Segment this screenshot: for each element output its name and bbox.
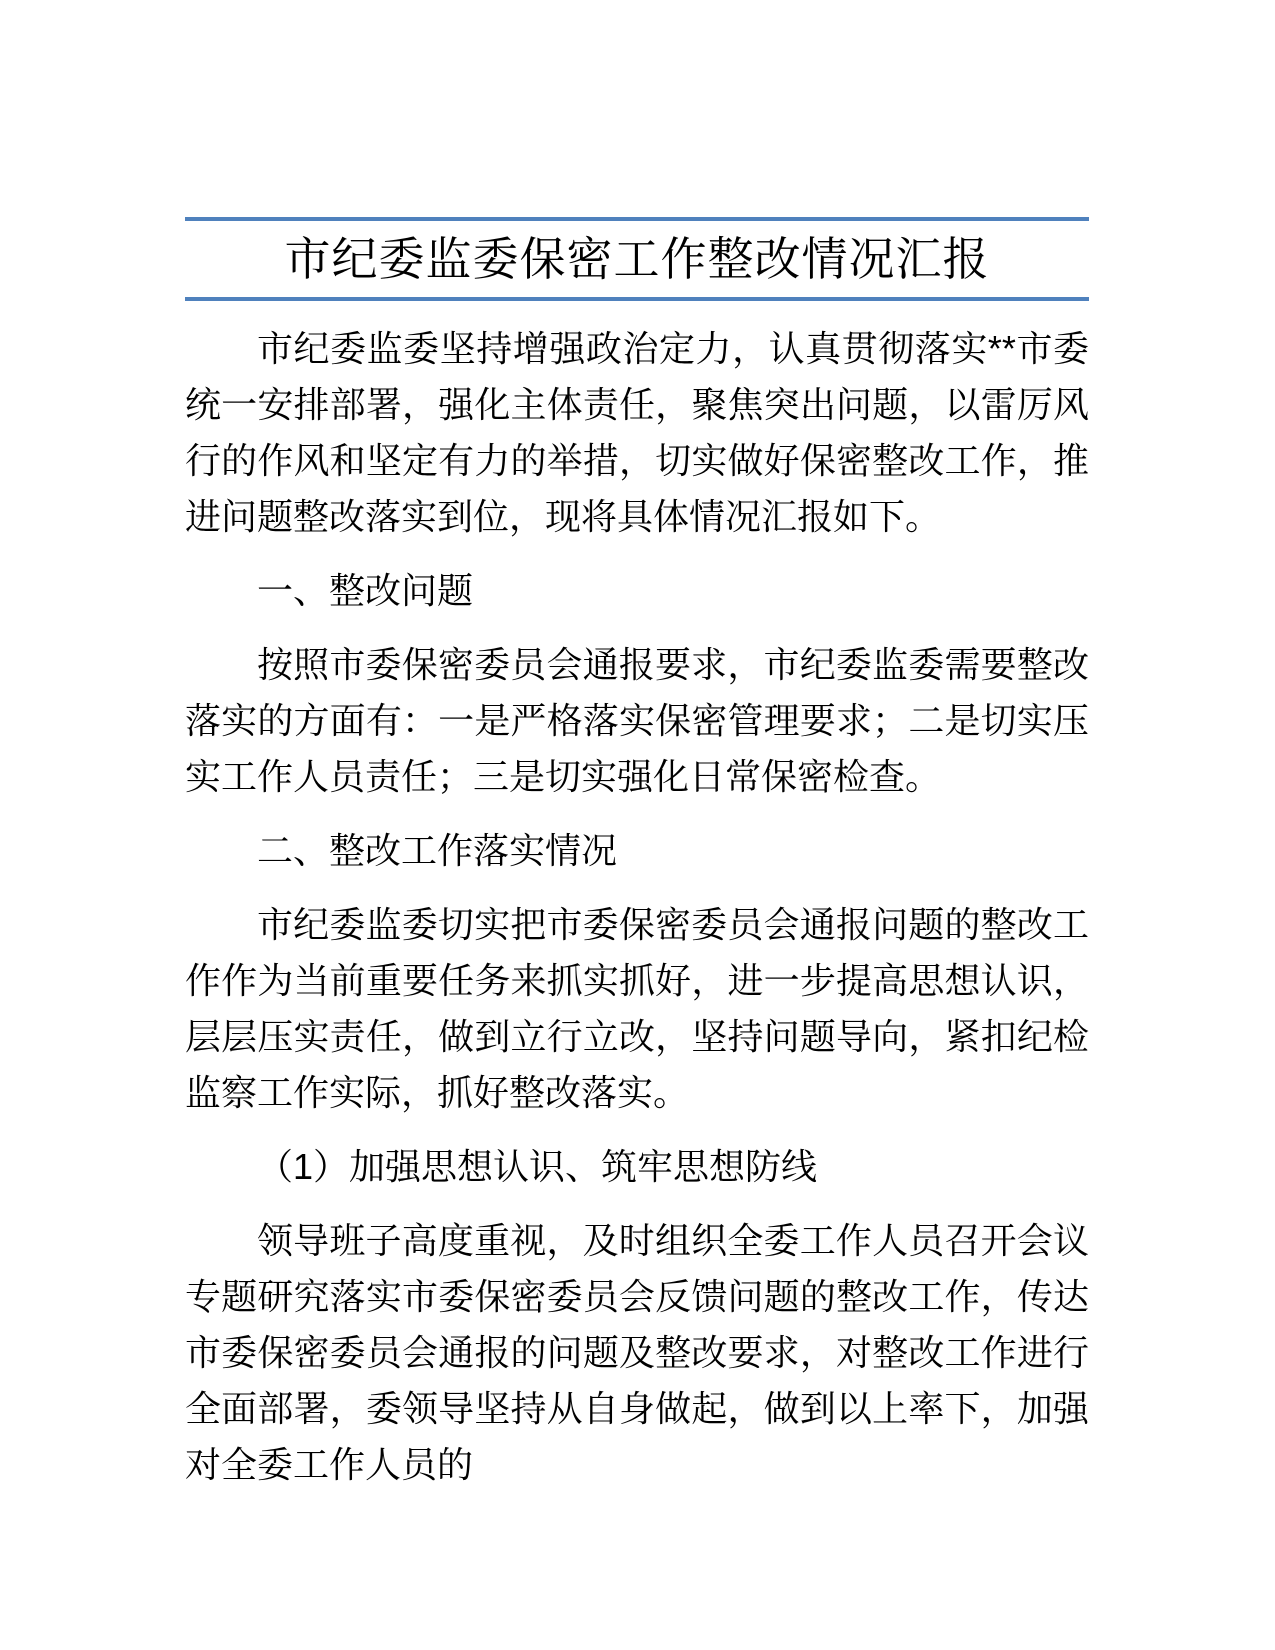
body-paragraph-intro: 市纪委监委坚持增强政治定力，认真贯彻落实**市委统一安排部署，强化主体责任，聚焦突出问题，以雷厉风行的作风和坚定有力的举措，切实做好保密整改工作，推进问题整改落实到位，现将具体情况汇报如下。 [185, 328, 1089, 537]
document-body [185, 321, 1089, 1493]
body-paragraph-leadership: 领导班子高度重视，及时组织全委工作人员召开会议专题研究落实市委保密委员会反馈问题的整改工作，传达市委保密委员会通报的问题及整改要求，对整改工作进行全面部署，委领导坚持从自身做起，做到以上率下，加强对全委工作人员的 [185, 1220, 1089, 1485]
section-heading-1: 一、整改问题 [257, 570, 474, 611]
section-heading-3: （1）加强思想认识、筑牢思想防线 [257, 1146, 818, 1187]
body-paragraph-implementation: 市纪委监委切实把市委保密委员会通报问题的整改工作作为当前重要任务来抓实抓好，进一步提高思想认识，层层压实责任，做到立行立改，坚持问题导向，紧扣纪检监察工作实际，抓好整改落实。 [185, 904, 1089, 1113]
page-content [0, 217, 1275, 1493]
title-rule-bottom [185, 297, 1089, 301]
document-title: 市纪委监委保密工作整改情况汇报 [284, 233, 990, 285]
section-heading-2: 二、整改工作落实情况 [257, 830, 618, 871]
body-paragraph-problems: 按照市委保密委员会通报要求，市纪委监委需要整改落实的方面有：一是严格落实保密管理要求；二是切实压实工作人员责任；三是切实强化日常保密检查。 [185, 644, 1089, 797]
title-block [185, 217, 1089, 301]
